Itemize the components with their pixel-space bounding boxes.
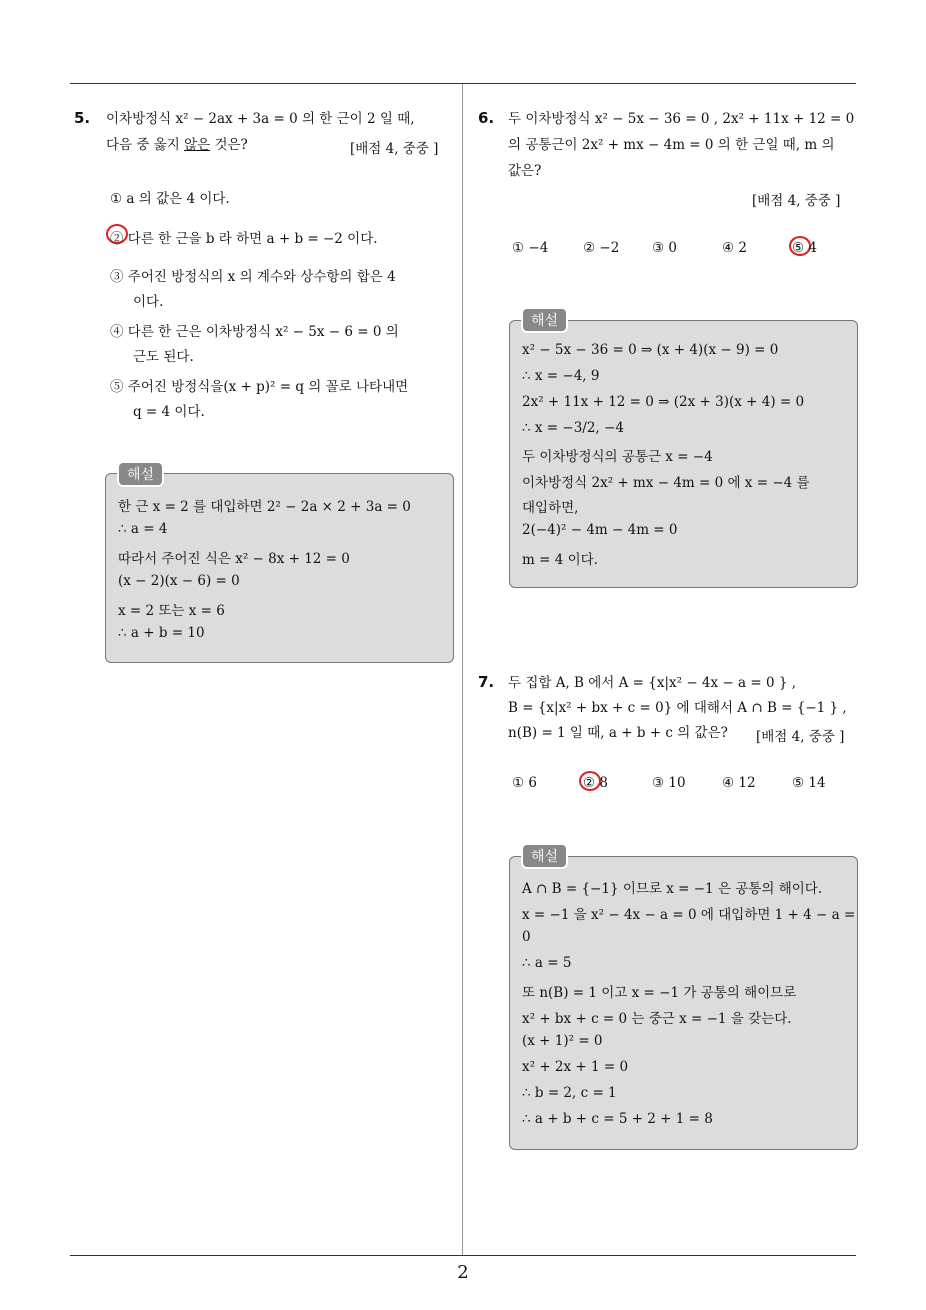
problem-6-solution-line: 2(−4)² − 4m − 4m = 0 xyxy=(522,522,678,538)
problem-6-stem-line1: 두 이차방정식 x² − 5x − 36 = 0 , 2x² + 11x + 12 = 0 xyxy=(508,111,855,127)
top-rule xyxy=(70,83,856,84)
problem-5-solution-line: 한 근 x = 2 를 대입하면 2² − 2a × 2 + 3a = 0 xyxy=(118,499,411,515)
problem-6-solution-line: 이차방정식 2x² + mx − 4m = 0 에 x = −4 를 xyxy=(522,475,810,491)
problem-5-number: 5. xyxy=(74,109,91,127)
problem-6-choice-3[interactable]: ③ 0 xyxy=(652,240,677,256)
problem-5-choice-1[interactable]: ① a 의 값은 4 이다. xyxy=(110,191,230,207)
problem-6-choice-2[interactable]: ② −2 xyxy=(583,240,620,256)
problem-7-score: [배점 4, 중중 ] xyxy=(756,729,845,745)
problem-5-solution-tag: 해설 xyxy=(117,461,164,487)
problem-7-solution-line: x = −1 을 x² − 4x − a = 0 에 대입하면 1 + 4 − a = xyxy=(522,907,856,923)
problem-6-solution-line: 두 이차방정식의 공통근 x = −4 xyxy=(522,449,713,465)
problem-6-solution-line: x² − 5x − 36 = 0 ⇒ (x + 4)(x − 9) = 0 xyxy=(522,342,779,358)
problem-5-choice-3[interactable]: ③ 주어진 방정식의 x 의 계수와 상수항의 합은 4 xyxy=(110,269,396,285)
problem-7-choice-2[interactable]: ② 8 xyxy=(583,775,608,791)
problem-7-stem-line2: B = {x|x² + bx + c = 0} 에 대해서 A ∩ B = {−1 } , xyxy=(508,700,847,716)
problem-6-choice-1[interactable]: ① −4 xyxy=(512,240,549,256)
problem-6-choice-5[interactable]: ⑤ 4 xyxy=(792,240,817,256)
problem-5-solution-line: 따라서 주어진 식은 x² − 8x + 12 = 0 xyxy=(118,551,350,567)
problem-5-choice-2[interactable]: ② 다른 한 근을 b 라 하면 a + b = −2 이다. xyxy=(110,231,378,247)
problem-7-solution-line: ∴ b = 2, c = 1 xyxy=(522,1085,617,1101)
problem-7-solution-line: 0 xyxy=(522,929,531,945)
problem-7-solution-line: x² + bx + c = 0 는 중근 x = −1 을 갖는다. xyxy=(522,1011,792,1027)
problem-7-number: 7. xyxy=(478,673,495,691)
problem-6-score: [배점 4, 중중 ] xyxy=(752,193,841,209)
problem-7-solution-tag: 해설 xyxy=(521,843,568,869)
problem-5-solution-line: ∴ a = 4 xyxy=(118,521,168,537)
problem-5-solution-line: x = 2 또는 x = 6 xyxy=(118,603,225,619)
problem-6-stem-line3: 값은? xyxy=(508,163,542,179)
problem-5-solution-line: (x − 2)(x − 6) = 0 xyxy=(118,573,240,589)
problem-6-solution-tag: 해설 xyxy=(521,307,568,333)
page-number: 2 xyxy=(457,1262,469,1283)
problem-6-choice-4[interactable]: ④ 2 xyxy=(722,240,747,256)
problem-6-solution-line: m = 4 이다. xyxy=(522,552,598,568)
problem-7-choice-4[interactable]: ④ 12 xyxy=(722,775,756,791)
problem-6-number: 6. xyxy=(478,109,495,127)
problem-7-choice-1[interactable]: ① 6 xyxy=(512,775,537,791)
problem-5-choice-4[interactable]: ④ 다른 한 근은 이차방정식 x² − 5x − 6 = 0 의 xyxy=(110,324,399,340)
problem-6-stem-line2: 의 공통근이 2x² + mx − 4m = 0 의 한 근일 때, m 의 xyxy=(508,137,835,153)
column-divider xyxy=(462,84,463,1256)
bottom-rule xyxy=(70,1255,856,1256)
problem-6-solution-line: ∴ x = −4, 9 xyxy=(522,368,600,384)
problem-5-stem-line1: 이차방정식 x² − 2ax + 3a = 0 의 한 근이 2 일 때, xyxy=(106,111,415,127)
problem-6-solution-line: 2x² + 11x + 12 = 0 ⇒ (2x + 3)(x + 4) = 0 xyxy=(522,394,805,410)
problem-7-solution-line: A ∩ B = {−1} 이므로 x = −1 은 공통의 해이다. xyxy=(522,881,823,897)
problem-5-score: [배점 4, 중중 ] xyxy=(350,141,439,157)
problem-7-solution-line: 또 n(B) = 1 이고 x = −1 가 공통의 해이므로 xyxy=(522,985,797,1001)
problem-7-solution-box xyxy=(509,856,858,1150)
problem-5-choice-3-cont: 이다. xyxy=(133,294,164,310)
problem-5-stem-line2: 다음 중 옳지 않은 것은? xyxy=(106,137,248,153)
problem-7-stem-line1: 두 집합 A, B 에서 A = {x|x² − 4x − a = 0 } , xyxy=(508,675,797,691)
problem-7-choice-5[interactable]: ⑤ 14 xyxy=(792,775,826,791)
problem-5-choice-5-cont: q = 4 이다. xyxy=(133,404,205,420)
problem-5-choice-4-cont: 근도 된다. xyxy=(133,349,194,365)
problem-7-stem-line3: n(B) = 1 일 때, a + b + c 의 값은? xyxy=(508,725,728,741)
problem-5-solution-line: ∴ a + b = 10 xyxy=(118,625,205,641)
problem-6-solution-line: ∴ x = −3/2, −4 xyxy=(522,420,624,436)
problem-7-solution-line: x² + 2x + 1 = 0 xyxy=(522,1059,629,1075)
problem-7-solution-line: (x + 1)² = 0 xyxy=(522,1033,603,1049)
problem-7-solution-line: ∴ a = 5 xyxy=(522,955,572,971)
problem-7-choice-3[interactable]: ③ 10 xyxy=(652,775,686,791)
problem-5-choice-5[interactable]: ⑤ 주어진 방정식을(x + p)² = q 의 꼴로 나타내면 xyxy=(110,379,409,395)
problem-6-solution-line: 대입하면, xyxy=(522,500,579,516)
problem-7-solution-line: ∴ a + b + c = 5 + 2 + 1 = 8 xyxy=(522,1111,713,1127)
